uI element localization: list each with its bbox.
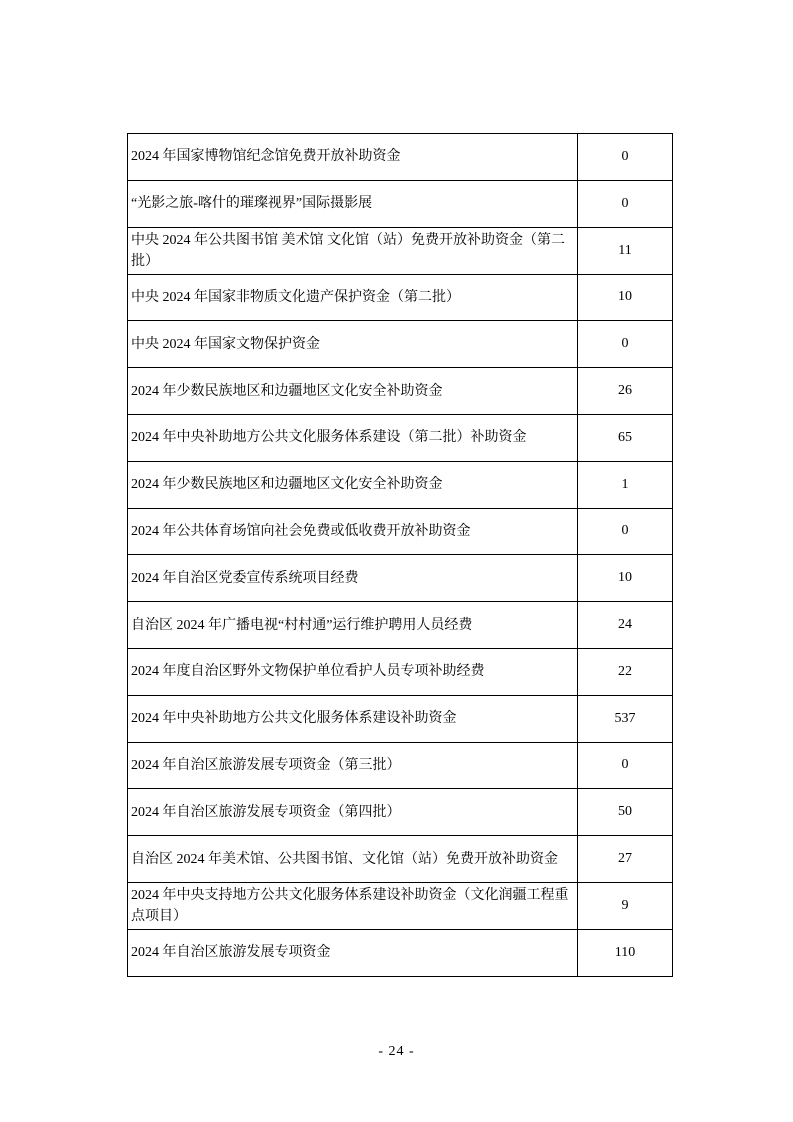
project-name-cell: 中央 2024 年国家非物质文化遗产保护资金（第二批） (128, 274, 578, 321)
table-row (128, 321, 673, 368)
table-row (128, 414, 673, 461)
table-row (128, 461, 673, 508)
amount-cell: 1 (578, 461, 673, 508)
amount-cell: 65 (578, 414, 673, 461)
amount-cell: 11 (578, 227, 673, 274)
table-row (128, 555, 673, 602)
project-name-cell: 自治区 2024 年美术馆、公共图书馆、文化馆（站）免费开放补助资金 (128, 836, 578, 883)
amount-cell: 22 (578, 648, 673, 695)
table-row (128, 602, 673, 649)
table-row (128, 508, 673, 555)
project-name-cell: 2024 年中央补助地方公共文化服务体系建设补助资金 (128, 695, 578, 742)
project-name-cell: 自治区 2024 年广播电视“村村通”运行维护聘用人员经费 (128, 602, 578, 649)
table-row (128, 368, 673, 415)
table-body (128, 134, 673, 977)
table-row (128, 180, 673, 227)
amount-cell: 0 (578, 742, 673, 789)
amount-cell: 537 (578, 695, 673, 742)
project-name-cell: “光影之旅-喀什的璀璨视界”国际摄影展 (128, 180, 578, 227)
project-name-cell: 2024 年自治区旅游发展专项资金（第三批） (128, 742, 578, 789)
project-name-cell: 2024 年度自治区野外文物保护单位看护人员专项补助经费 (128, 648, 578, 695)
table-row (128, 742, 673, 789)
table-row (128, 648, 673, 695)
amount-cell: 110 (578, 929, 673, 976)
amount-cell: 50 (578, 789, 673, 836)
table-row (128, 836, 673, 883)
table-row (128, 929, 673, 976)
project-name-cell: 2024 年中央补助地方公共文化服务体系建设（第二批）补助资金 (128, 414, 578, 461)
table-row (128, 695, 673, 742)
amount-cell: 24 (578, 602, 673, 649)
project-name-cell: 2024 年公共体育场馆向社会免费或低收费开放补助资金 (128, 508, 578, 555)
table-row (128, 789, 673, 836)
project-name-cell: 2024 年国家博物馆纪念馆免费开放补助资金 (128, 134, 578, 181)
amount-cell: 0 (578, 180, 673, 227)
amount-cell: 27 (578, 836, 673, 883)
amount-cell: 10 (578, 274, 673, 321)
page-number: - 24 - (378, 1044, 415, 1059)
amount-cell: 0 (578, 508, 673, 555)
amount-cell: 26 (578, 368, 673, 415)
amount-cell: 0 (578, 134, 673, 181)
amount-cell: 0 (578, 321, 673, 368)
budget-table (127, 133, 673, 977)
project-name-cell: 2024 年中央支持地方公共文化服务体系建设补助资金（文化润疆工程重点项目） (128, 882, 578, 929)
amount-cell: 9 (578, 882, 673, 929)
table-row (128, 882, 673, 929)
project-name-cell: 2024 年少数民族地区和边疆地区文化安全补助资金 (128, 461, 578, 508)
table-row (128, 134, 673, 181)
project-name-cell: 2024 年自治区旅游发展专项资金 (128, 929, 578, 976)
project-name-cell: 中央 2024 年国家文物保护资金 (128, 321, 578, 368)
amount-cell: 10 (578, 555, 673, 602)
table-row (128, 227, 673, 274)
project-name-cell: 2024 年自治区旅游发展专项资金（第四批） (128, 789, 578, 836)
table-row (128, 274, 673, 321)
project-name-cell: 2024 年少数民族地区和边疆地区文化安全补助资金 (128, 368, 578, 415)
project-name-cell: 2024 年自治区党委宣传系统项目经费 (128, 555, 578, 602)
project-name-cell: 中央 2024 年公共图书馆 美术馆 文化馆（站）免费开放补助资金（第二批） (128, 227, 578, 274)
